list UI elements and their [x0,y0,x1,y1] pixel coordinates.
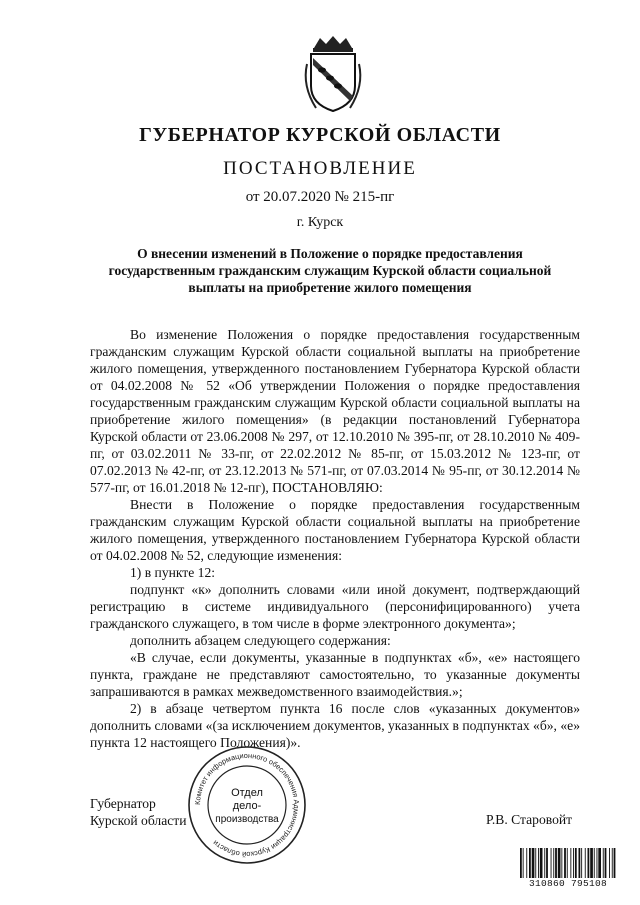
document-date-number: от 20.07.2020 № 215-пг [245,189,395,205]
barcode-bar [612,848,613,878]
barcode-bar [555,848,557,878]
body-paragraph: 2) в абзаце четвертом пункта 16 после слов «указанных документов» дополнить словами «(за исключением документов, указанных в подпунктах «б», «е» пункта 12 настоящего Положения)». [90,701,580,750]
body-paragraph: 1) в пункте 12: [130,565,216,580]
stamp-text: производства [215,814,279,825]
barcode-bar [529,848,531,878]
barcode-bar [598,848,601,878]
barcode-bar [546,848,548,878]
barcode-bar [553,848,554,878]
barcode-bar [538,848,539,878]
barcode-bar [605,848,607,878]
barcode-bar [609,848,610,878]
stamp-ring-text: Комитет информационного обеспечения Администрации Курской области [192,750,302,860]
barcode-bar [594,848,595,878]
title-line: выплаты на приобретение жилого помещения [188,280,472,295]
body-paragraph: Во изменение Положения о порядке предоставления государственным гражданским служащим Курской области социальной выплаты на приобретение жилого помещения, утвержденного постановлением Губернатора Курской области от 04.02.2008 № 52 «Об утверждении Положения о порядке предоставления государственным гражданским служащим Курской области социальной выплаты на приобретение жилого помещения» (в редакции постановлений Губернатора Курской области от 23.06.2008 № 297, от 12.10.2010 № 395-пг, от 28.10.2010 № 409-пг, от 03.02.2011 № 33-пг, от 22.02.2012 № 85-пг, от 15.03.2012 № 123-пг, от 07.02.2013 № 42-пг, от 23.12.2013 № 571-пг, от 07.03.2014 № 95-пг, от 30.12.2014 № 577-пг, от 16.01.2018 № 12-пг), ПОСТАНОВЛЯЮ: [90,327,580,495]
barcode-bar [590,848,593,878]
barcode-bar [520,848,522,878]
barcode-bar [573,848,574,878]
barcode-bar [588,848,590,878]
barcode-bar [581,848,582,878]
stamp-text: Отдел [231,787,263,799]
barcode-bar [540,848,543,878]
office-stamp [186,744,308,866]
barcode-bar [561,848,562,878]
barcode-bar [579,848,581,878]
barcode-bar [570,848,571,878]
barcode-bar [551,848,552,878]
barcode-bar [597,848,598,878]
document-title [92,245,568,296]
body-paragraph: «В случае, если документы, указанные в подпунктах «б», «е» настоящего пункта, граждане не представляют самостоятельно, то указанные документы запрашиваются в рамках межведомственного взаимодействия.»; [90,650,580,699]
barcode-bar [575,848,577,878]
signatory-name: Р.В. Старовойт [486,812,573,827]
barcode-bar [523,848,524,878]
signatory-position-line: Курской области [90,813,187,828]
stamp-text: дело- [232,800,262,812]
barcode-bar [564,848,566,878]
barcode-bar [603,848,604,878]
document-body [90,326,580,751]
barcode-bar [544,848,545,878]
barcode-number: 310860 795108 [518,878,618,889]
signatory-position [90,795,187,829]
title-line: О внесении изменений в Положение о порядке предоставления [137,246,523,261]
title-line: государственным гражданским служащим Курской области социальной [108,263,552,278]
body-paragraph: подпункт «к» дополнить словами «или иной документ, подтверждающий регистрацию в системе индивидуального (персонифицированного) учета гражданского служащего, в том числе в форме электронного документа»; [90,582,580,631]
issuer-heading: ГУБЕРНАТОР КУРСКОЙ ОБЛАСТИ [139,124,501,146]
barcode-bar [535,848,536,878]
body-paragraph: дополнить абзацем следующего содержания: [130,633,391,648]
document-city: г. Курск [296,215,344,230]
barcode-bar [532,848,535,878]
barcode-bar [526,848,527,878]
kursk-coat-of-arms-icon [300,34,366,114]
body-paragraph: Внести в Положение о порядке предоставления государственным гражданским служащим Курской области социальной выплаты на приобретение жилого помещения, утвержденного постановлением Губернатора Курской области от 04.02.2008 № 52, следующие изменения: [90,497,580,563]
barcode-bar [567,848,568,878]
barcode-bar [585,848,586,878]
document-type: ПОСТАНОВЛЕНИЕ [223,158,417,179]
barcode-bar [614,848,616,878]
barcode-bar [558,848,561,878]
signatory-position-line: Губернатор [90,796,156,811]
